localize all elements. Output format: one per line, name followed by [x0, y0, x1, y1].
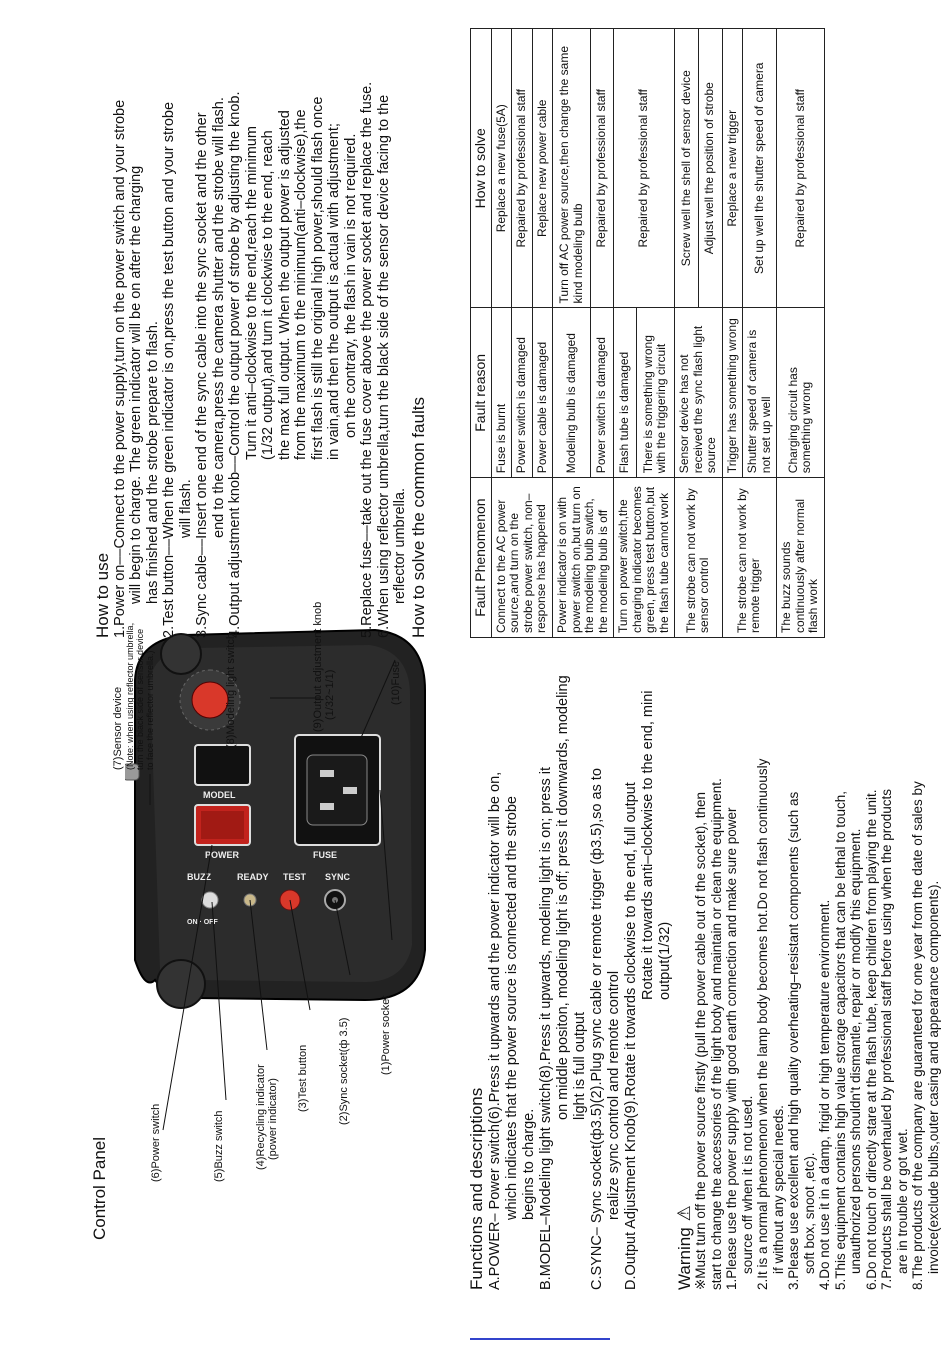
reason-cell: Power switch is damaged [512, 308, 533, 478]
callout-sensor-device: (7)Sensor device [112, 686, 124, 770]
solve-cell: Repaired by professional staff [614, 29, 675, 308]
callout-sensor-note-3: to face the reflector umbrella.) [145, 650, 155, 770]
solve-cell: Replace a new fuse(5A) [491, 29, 512, 308]
how-line: will begin to charge. The green indicator will be on after the charging [128, 165, 144, 604]
phenomenon-cell: The strobe can not work by remote trigger [722, 478, 777, 638]
functions-title: Functions and descriptions [467, 1087, 486, 1290]
ready-indicator-shape [244, 894, 256, 906]
table-row [722, 29, 743, 638]
function-b-line-2: on middle positon, modeling light is off; press it downwards, modeling [555, 675, 571, 1120]
how-line: 2.Test button––When the green indicator is on,press the test button and your strobe [161, 101, 177, 638]
solve-cell: Screw well the shell of sensor device [675, 29, 699, 308]
solve-cell: Repaired by professional staff [512, 29, 533, 308]
table-header-row [471, 29, 492, 638]
header-fault-reason: Fault reason [471, 308, 492, 478]
warning-line: 7.Products shall be overhauled by professional staff before using when the products [879, 788, 894, 1290]
functions-section [468, 660, 941, 1290]
panel-label-sync: SYNC [325, 872, 351, 882]
table-row [777, 29, 825, 638]
how-line: will flash. [177, 479, 194, 538]
how-line: 4.Output adjustment knob––Control the output power of strobe by adjusting the knob. [227, 91, 243, 638]
function-a-line-1: A.POWER– Power switch(6).Press it upwards and the power indicator will be on, [487, 771, 503, 1290]
warning-line: 4.Do not use it in a damp, frigid or high temperature environment. [817, 899, 832, 1290]
callout-recycling-indicator: (4)Recycling indicator [255, 1064, 267, 1170]
callout-power-socket: (1)Power socket [380, 995, 392, 1075]
how-line: 5.Replace fuse––take out the fuse cover above the power socket and replace the fuse. [359, 81, 375, 638]
reason-cell: Modeling bulb is damaged [553, 308, 591, 478]
faults-title: How to solve the common faults [408, 397, 428, 638]
phenomenon-cell: Connect to the AC power source,and turn on the strobe power switch, non–response has happened [491, 478, 553, 638]
function-c-line-2: realize sync control and remote control [606, 970, 622, 1220]
warning-line: are in trouble or got wet. [894, 1128, 910, 1274]
warning-line: 5.This equipment contains high value storage capacitors that can be lethal to touch, [832, 790, 848, 1290]
reason-cell: Shutter speed of camera is not set up well [743, 308, 777, 478]
function-d-line-2: Rotate it towards anti–clockwise to the end, mini output(1/32) [640, 690, 673, 1000]
warning-line: 3.Please use excellent and high quality overheating–resistant components (such as [786, 791, 801, 1290]
reason-cell: Fuse is burnt [491, 308, 512, 478]
panel-label-fuse: FUSE [313, 850, 338, 860]
callout-output-knob: (9)Output adjustment knob [312, 601, 324, 732]
table-row [675, 29, 699, 638]
callout-sensor-note-1: (Note: when using reflector umbrella, [125, 622, 135, 770]
warning-line: soft box, snoot ,etc). [801, 1152, 817, 1274]
warning-heading [676, 660, 693, 1290]
callout-sync-socket: (2)Sync socket(ф 3.5) [338, 1017, 350, 1125]
warning-line: 1.Please use the power supply with good earth connection and make sure power [724, 807, 739, 1290]
table-row [614, 29, 637, 638]
warning-line: ※Must turn off the power source firstly (pull the power cable out of the socket), then [693, 791, 708, 1290]
how-line: on the contrary, the flash in vain is not required. [342, 133, 359, 438]
header-fault-phenomenon: Fault Phenomenon [471, 478, 492, 638]
panel-label-ready: READY [237, 872, 269, 882]
how-line: 3.Sync cable––Insert one end of the sync cable into the sync socket and the other [194, 112, 210, 638]
warning-line: 6.Do not touch or directly stare at the flash tube, keep children from playing the unit. [863, 789, 879, 1290]
how-to-use-section [95, 0, 427, 638]
how-line: Turn it anti–clockwise to the end,reach the minimum [243, 126, 260, 460]
callout-power-switch: (6)Power switch [150, 1103, 162, 1182]
how-line: in vain,and then the output is actual with adjustment; [326, 123, 342, 460]
test-button-shape [280, 890, 300, 910]
how-line: the max full output. When the output power is adjusted [276, 110, 293, 460]
reason-cell: Trigger has something wrong [722, 308, 743, 478]
model-switch-shape [195, 745, 250, 785]
how-line: has finished and the strobe prepare to flash. [144, 321, 161, 604]
function-c-line-1: C.SYNC– Sync socket(ф3.5)(2).Plug sync cable or remote trigger (ф3.5),so as to [589, 768, 605, 1290]
callout-recycling-indicator-sub: (power indicator) [267, 1078, 279, 1160]
function-b-line-1: B.MODEL–Modeling light switch(8).Press it upwards, modeling light is on; press it [538, 766, 554, 1290]
warning-title: Warning [675, 1227, 694, 1290]
solve-cell: Repaired by professional staff [591, 29, 614, 308]
output-knob-shape [192, 682, 228, 718]
solve-cell: Adjust well the position of strobe [698, 29, 722, 308]
table-row [491, 29, 512, 638]
warning-line: unauthorized persons shouldn't dismantle, repair or modify this equipment. [848, 828, 863, 1274]
solve-cell: Repaired by professional staff [777, 29, 825, 308]
solve-cell: Turn off AC power source,then change the same kind modeling bulb [553, 29, 591, 308]
phenomenon-cell: Power indicator is on with power switch on,but turn on the modeling bulb switch, the modeling bulb is off [553, 478, 614, 638]
reason-cell: Flash tube is damaged [614, 308, 637, 478]
panel-label-model: MODEL [203, 790, 236, 800]
panel-label-buzz: BUZZ [187, 872, 211, 882]
panel-label-power: POWER [205, 850, 240, 860]
panel-label-on-off: ON · OFF [187, 919, 218, 926]
callout-test-button: (3)Test button [297, 1044, 309, 1112]
warning-line: 2.It is a normal phenomenon when the lamp body becomes hot.Do not flash continuously [755, 758, 770, 1290]
callout-output-knob-range: (1/32~1/1) [324, 669, 336, 720]
solve-cell: Replace new power cable [532, 29, 553, 308]
reason-cell: Power switch is damaged [591, 308, 614, 478]
warning-line: source off when it is not used. [739, 1095, 755, 1274]
callout-sensor-note-2: turn the black side of sensor device [135, 628, 145, 770]
header-how-to-solve: How to solve [471, 29, 492, 308]
function-a-line-2: which indicates that the power source is connected and the strobe [504, 796, 520, 1220]
table-row [553, 29, 591, 638]
how-line: reflector umbrella. [392, 487, 408, 604]
reason-cell: Charging circuit has something wrong [777, 308, 825, 478]
reason-cell: Power cable is damaged [532, 308, 553, 478]
reason-cell: Sensor device has not received the sync flash light source [675, 308, 723, 478]
how-line: end to the camera,press the camera shutter and the strobe will flash. [210, 97, 227, 538]
warning-line: invoice(exclude bulbs,outer casing and appearance components). [925, 880, 941, 1274]
warning-triangle-icon: ⚠ [674, 1205, 694, 1222]
strobe-back-panel-illustration [125, 620, 435, 1020]
solve-cell: Replace a new trigger [722, 29, 743, 308]
how-line: 1.Power on––Connect to the power supply,turn on the power switch and your strobe [111, 99, 128, 638]
function-a-line-3: begins to charge. [521, 1108, 537, 1220]
control-panel-title: Control Panel [90, 1136, 109, 1240]
callout-fuse: (10)Fuse [390, 660, 402, 705]
phenomenon-cell: The buzz sounds continuously after normal flash work [777, 478, 825, 638]
how-line: (1/32 output),and turn it clockwise to the end, reach [260, 130, 276, 460]
how-line: first flash is still the original high power,should flash once [309, 96, 326, 460]
how-to-use-title: How to use [93, 552, 112, 638]
warning-line: if without any special needs. [770, 1105, 786, 1274]
solve-cell: Set up well the shutter speed of camera [743, 29, 777, 308]
how-line: 6.When using reflector umbrella,turn the black side of the sensor device facing to the [375, 94, 392, 638]
callout-modeling-switch: (8)Modeling light switch [225, 633, 237, 748]
function-d-line-1: D.Output Adjustment Knob(9).Rotate it towards clockwise to the end, full output [623, 782, 639, 1290]
buzz-switch-shape [202, 892, 218, 908]
warning-line: start to change the accessories of the light body and maintain or clean the equipment. [708, 778, 724, 1290]
phenomenon-cell: The strobe can not work by sensor control [675, 478, 723, 638]
warning-line: 8.The products of the company are guaranteed for one year from the date of sales by [910, 781, 925, 1290]
function-b-line-3: light is full output [572, 1011, 588, 1120]
faults-table [470, 28, 825, 638]
blue-underline-mark [470, 1338, 610, 1340]
how-line: from the maximum to the minimum(anti–clockwise),the [293, 109, 309, 460]
phenomenon-cell: Turn on power switch,the charging indicator becomes green, press test button,but the flash tube cannot work [614, 478, 675, 638]
callout-buzz-switch: (5)Buzz switch [213, 1110, 225, 1182]
panel-label-test: TEST [283, 872, 307, 882]
reason-cell: There is something wrong with the triggering circuit [636, 308, 674, 478]
